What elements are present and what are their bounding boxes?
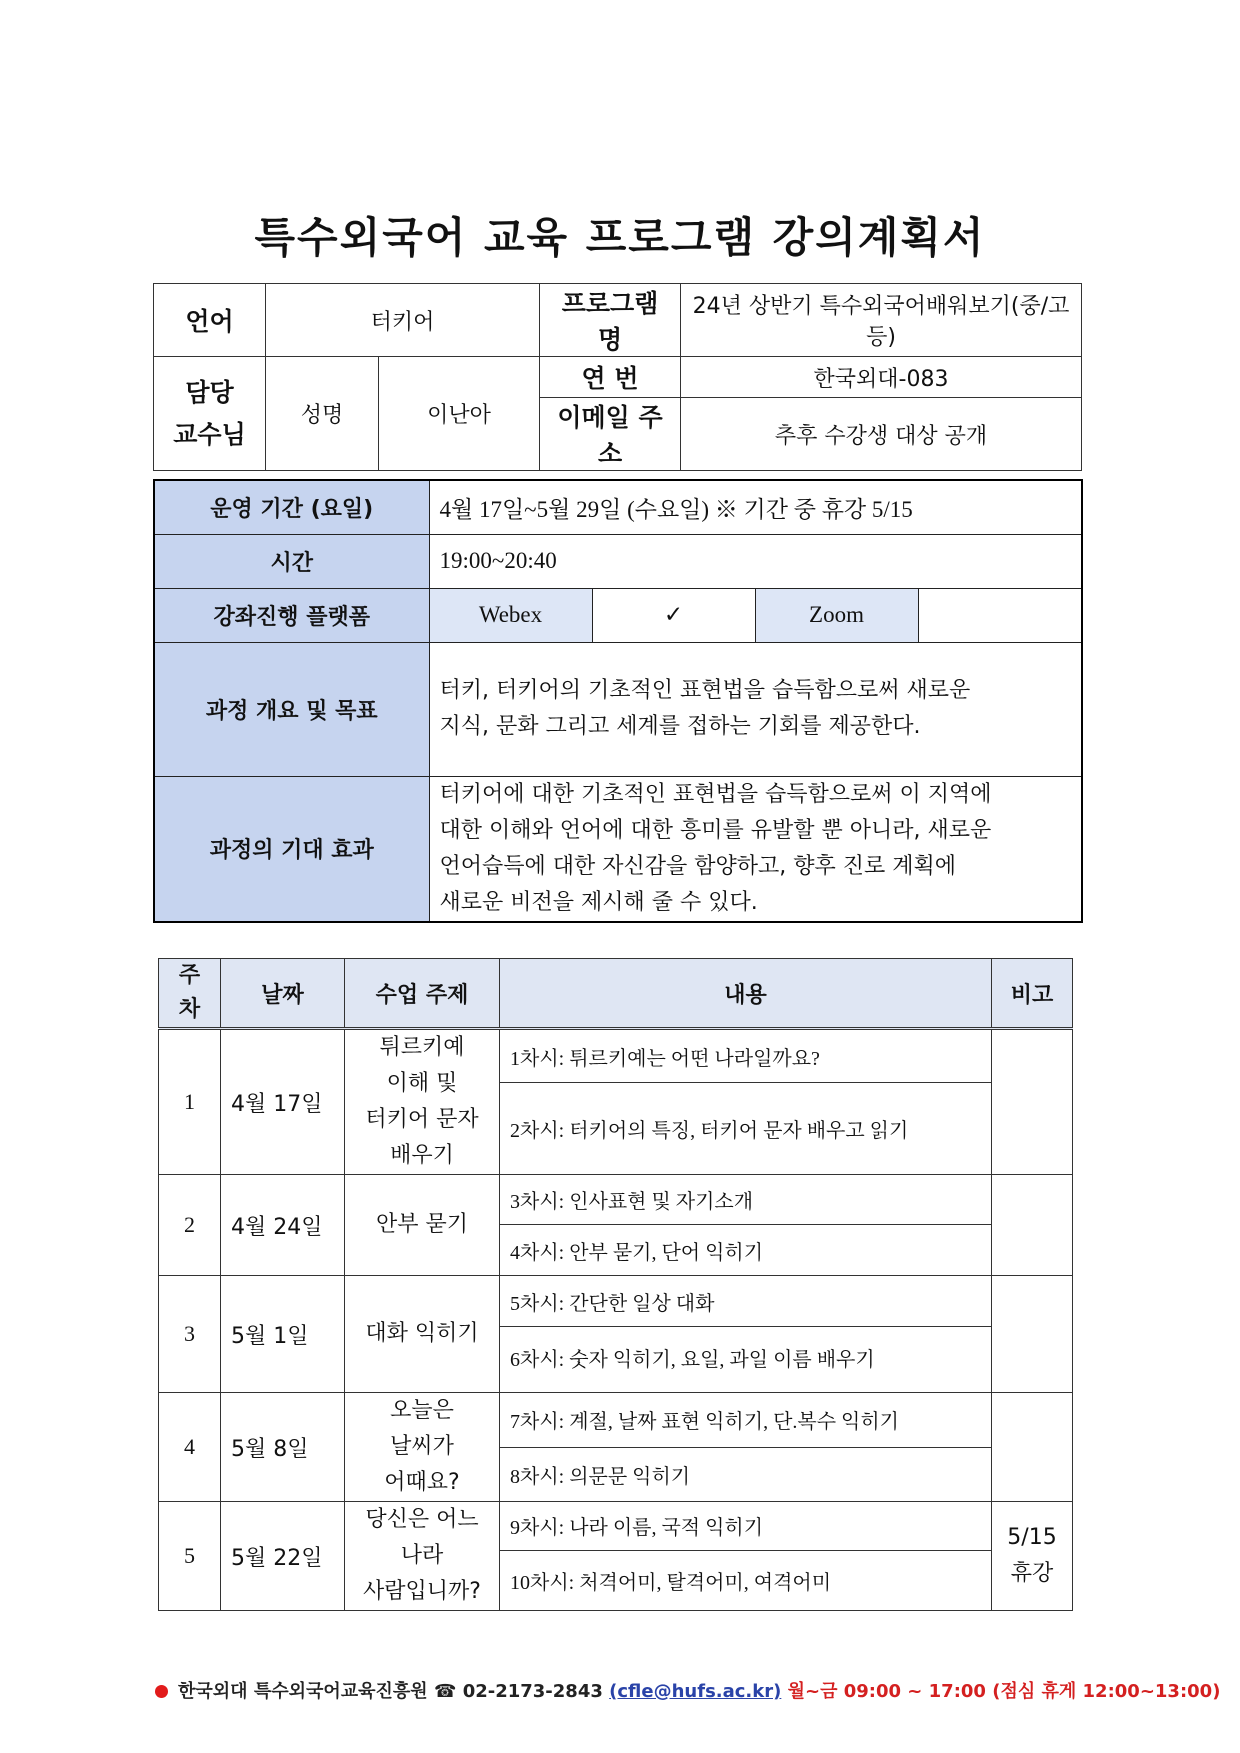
document-title: 특수외국어 교육 프로그램 강의계획서 (254, 213, 986, 262)
lesson-content: 3차시: 인사표현 및 자기소개 (500, 1175, 992, 1225)
table-row (159, 1029, 1073, 1083)
note-line: 휴강 (1010, 1561, 1054, 1586)
week-topic (345, 1502, 500, 1611)
week-date: 5월 1일 (221, 1276, 345, 1393)
topic-line: 날씨가 (390, 1434, 454, 1459)
table-row (159, 1175, 1073, 1225)
topic-line: 터키어 문자 (365, 1107, 479, 1132)
week-number: 5 (159, 1502, 221, 1611)
topic-line: 대화 익히기 (365, 1321, 479, 1346)
topic-line: 어때요? (384, 1470, 460, 1495)
platform-webex: Webex (429, 588, 592, 642)
lesson-content: 1차시: 튀르키예는 어떤 나라일까요? (500, 1029, 992, 1083)
curriculum-table (158, 958, 1073, 1611)
course-overview-table (153, 479, 1083, 923)
period-value: 4월 17일~5월 29일 (수요일) ※ 기간 중 휴강 5/15 (429, 480, 1082, 534)
footer-email-link[interactable]: (cfle@hufs.ac.kr) (609, 1681, 782, 1702)
lesson-content: 6차시: 숫자 익히기, 요일, 과일 이름 배우기 (500, 1327, 992, 1393)
lesson-content: 8차시: 의문문 익히기 (500, 1447, 992, 1502)
info-table (153, 283, 1082, 471)
week-date: 5월 8일 (221, 1393, 345, 1502)
week-number: 2 (159, 1175, 221, 1276)
week-date: 4월 24일 (221, 1175, 345, 1276)
topic-line: 배우기 (390, 1143, 454, 1168)
footer-phone: 02-2173-2843 (462, 1681, 603, 1702)
time-value: 19:00~20:40 (429, 534, 1082, 588)
header-topic: 수업 주제 (345, 959, 500, 1029)
effect-label: 과정의 기대 효과 (154, 776, 429, 922)
overview-label: 과정 개요 및 목표 (154, 642, 429, 776)
topic-line: 오늘은 (390, 1398, 454, 1423)
topic-line: 이해 및 (386, 1071, 458, 1096)
week-date: 4월 17일 (221, 1029, 345, 1175)
name-value: 이난아 (379, 357, 540, 471)
overview-text (429, 642, 1082, 776)
platform-webex-check: ✓ (592, 588, 755, 642)
lesson-content: 7차시: 계절, 날짜 표현 익히기, 단.복수 익히기 (500, 1393, 992, 1448)
effect-text (429, 776, 1082, 922)
program-value: 24년 상반기 특수외국어배워보기(중/고등) (681, 284, 1082, 357)
professor-label (154, 357, 266, 471)
red-dot-icon (155, 1685, 168, 1698)
lesson-content: 10차시: 처격어미, 탈격어미, 여격어미 (500, 1550, 992, 1610)
week-note (992, 1502, 1073, 1611)
week-number: 4 (159, 1393, 221, 1502)
effect-line: 새로운 비전을 제시해 줄 수 있다. (439, 889, 758, 915)
header-week (159, 959, 221, 1029)
platform-label: 강좌진행 플랫폼 (154, 588, 429, 642)
lesson-content: 4차시: 안부 묻기, 단어 익히기 (500, 1225, 992, 1276)
effect-line: 언어습득에 대한 자신감을 함양하고, 향후 진로 계획에 (439, 853, 956, 879)
table-row (159, 1502, 1073, 1551)
topic-line: 안부 묻기 (375, 1212, 468, 1237)
language-value: 터키어 (266, 284, 540, 357)
week-note (992, 1029, 1073, 1175)
footer-org: 한국외대 특수외국어교육진흥원 (178, 1681, 428, 1702)
week-note (992, 1175, 1073, 1276)
week-number: 3 (159, 1276, 221, 1393)
topic-line: 튀르키예 (379, 1035, 465, 1060)
name-label: 성명 (266, 357, 379, 471)
note-line: 5/15 (1007, 1525, 1057, 1550)
professor-label-line1: 담당 (185, 377, 234, 407)
language-label: 언어 (154, 284, 266, 357)
table-row (159, 1276, 1073, 1327)
footer (155, 1677, 1220, 1703)
lesson-content: 5차시: 간단한 일상 대화 (500, 1276, 992, 1327)
email-value: 추후 수강생 대상 공개 (681, 398, 1082, 471)
effect-line: 대한 이해와 언어에 대한 흥미를 유발할 뿐 아니라, 새로운 (439, 817, 992, 843)
topic-line: 사람입니까? (363, 1579, 481, 1604)
header-week-2: 차 (178, 997, 201, 1022)
effect-line: 터키어에 대한 기초적인 표현법을 습득함으로써 이 지역에 (439, 781, 992, 807)
topic-line: 당신은 어느 (365, 1507, 479, 1532)
program-label: 프로그램명 (540, 284, 681, 357)
lesson-content: 9차시: 나라 이름, 국적 익히기 (500, 1502, 992, 1551)
week-topic (345, 1276, 500, 1393)
lesson-content: 2차시: 터키어의 특징, 터키어 문자 배우고 읽기 (500, 1083, 992, 1175)
overview-line: 지식, 문화 그리고 세계를 접하는 기회를 제공한다. (439, 714, 921, 739)
serial-value: 한국외대-083 (681, 357, 1082, 398)
time-label: 시간 (154, 534, 429, 588)
week-number: 1 (159, 1029, 221, 1175)
platform-zoom-check (918, 588, 1082, 642)
serial-label: 연 번 (540, 357, 681, 398)
week-topic (345, 1175, 500, 1276)
week-topic (345, 1393, 500, 1502)
week-note (992, 1393, 1073, 1502)
week-topic (345, 1029, 500, 1175)
topic-line: 나라 (400, 1543, 444, 1568)
footer-hours: 월~금 09:00 ~ 17:00 (점심 휴게 12:00~13:00) (787, 1681, 1221, 1702)
header-date: 날짜 (221, 959, 345, 1029)
header-note: 비고 (992, 959, 1073, 1029)
table-row (159, 1393, 1073, 1448)
header-content: 내용 (500, 959, 992, 1029)
professor-label-line2: 교수님 (173, 419, 246, 449)
phone-icon: ☎ (433, 1681, 457, 1702)
email-label: 이메일 주소 (540, 398, 681, 471)
week-note (992, 1276, 1073, 1393)
week-date: 5월 22일 (221, 1502, 345, 1611)
period-label: 운영 기간 (요일) (154, 480, 429, 534)
overview-line: 터키, 터키어의 기초적인 표현법을 습득함으로써 새로운 (439, 678, 971, 703)
header-week-1: 주 (178, 963, 201, 988)
platform-zoom: Zoom (755, 588, 918, 642)
